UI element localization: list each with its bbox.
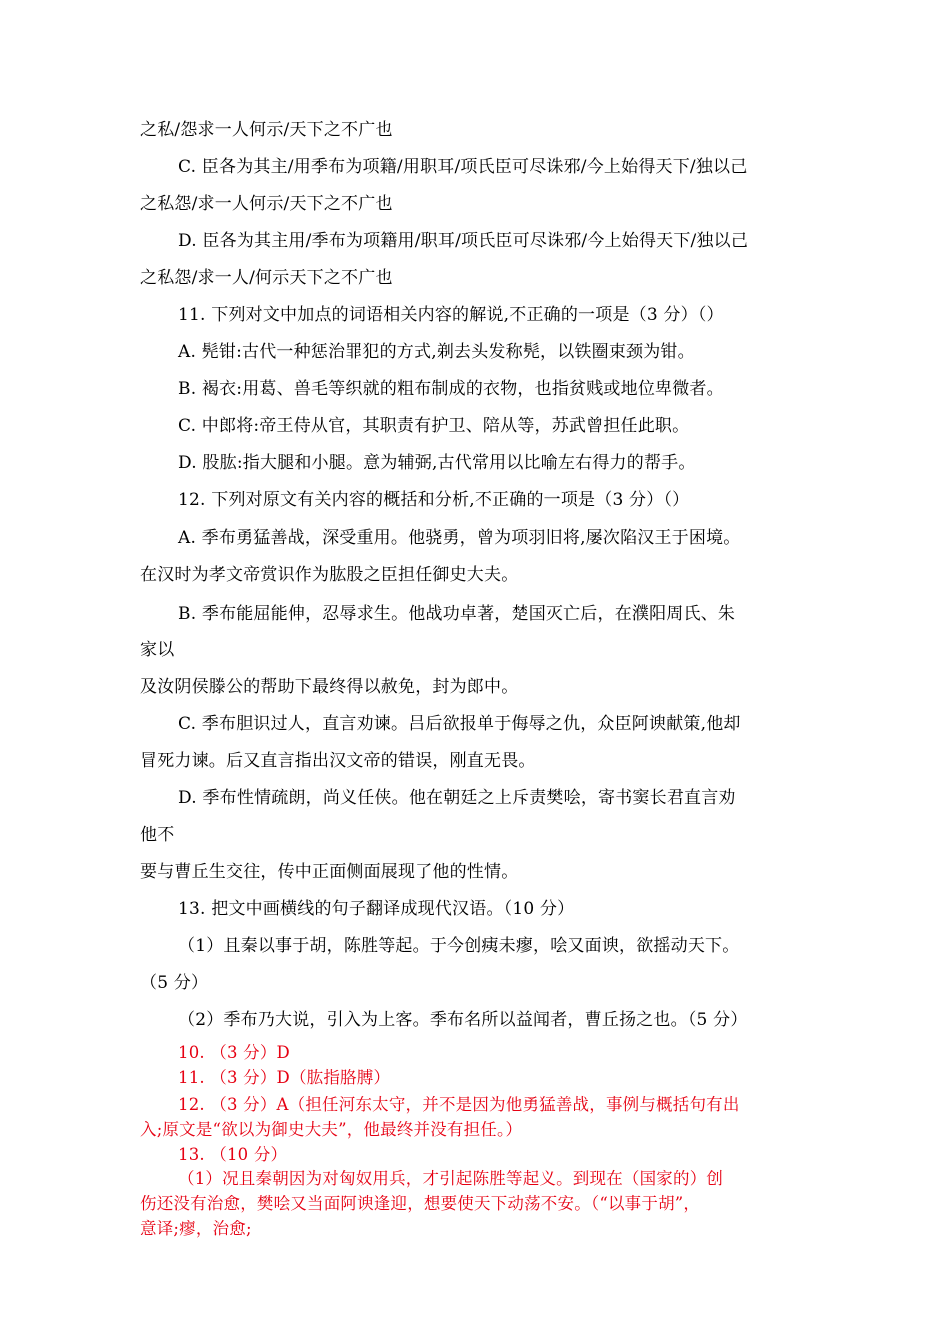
option-d-line: D. 臣各为其主用/季布为项籍用/职耳/项氏臣可尽诛邪/今上始得天下/独以己 [178, 231, 749, 251]
question-line: 之私怨/求一人何示/天下之不广也 [140, 194, 393, 214]
answer-13: 13. （10 分） [178, 1145, 288, 1164]
option-line: C. 季布胆识过人，直言劝谏。吕后欲报单于侮辱之仇，众臣阿谀献策,他却 [178, 714, 741, 734]
option-line: A. 季布勇猛善战，深受重用。他骁勇，曾为项羽旧将,屡次陷汉王于困境。 [178, 528, 741, 548]
option-line: 要与曹丘生交往，传中正面侧面展现了他的性情。 [140, 862, 519, 882]
option-line: 冒死力谏。后又直言指出汉文帝的错误，刚直无畏。 [140, 751, 536, 771]
question-12-stem: 12. 下列对原文有关内容的概括和分析,不正确的一项是（3 分）（） [178, 490, 690, 510]
answer-13-part-1-continued: 伤还没有治愈，樊哙又当面阿谀逢迎，想要使天下动荡不安。（“以事于胡”， [140, 1194, 701, 1213]
option-line: B. 季布能屈能伸，忍辱求生。他战功卓著，楚国灭亡后，在濮阳周氏、朱 [178, 604, 736, 624]
option-line: 及汝阴侯滕公的帮助下最终得以赦免，封为郎中。 [140, 677, 519, 697]
option-line: 家以 [140, 640, 175, 660]
answer-13-part-1: （1）况且秦朝因为对匈奴用兵，才引起陈胜等起义。到现在（国家的）创 [178, 1169, 724, 1188]
option-c-line: C. 臣各为其主/用季布为项籍/用职耳/项氏臣可尽诛邪/今上始得天下/独以己 [178, 157, 748, 177]
option-line: C. 中郎将:帝王侍从官，其职责有护卫、陪从等，苏武曾担任此职。 [178, 416, 690, 436]
option-line: 在汉时为孝文帝赏识作为肱股之臣担任御史大夫。 [140, 565, 519, 585]
option-line: B. 褐衣:用葛、兽毛等织就的粗布制成的衣物，也指贫贱或地位卑微者。 [178, 379, 724, 399]
answer-10: 10. （3 分）D [178, 1043, 290, 1062]
question-line: 之私/怨求一人何示/天下之不广也 [140, 120, 393, 140]
option-line: D. 股肱:指大腿和小腿。意为辅弼,古代常用以比喻左右得力的帮手。 [178, 453, 696, 473]
answer-13-part-1-continued: 意译;瘳，治愈; [140, 1219, 252, 1238]
answer-11: 11. （3 分）D（肱指胳膊） [178, 1068, 391, 1087]
answer-12: 12. （3 分）A（担任河东太守，并不是因为他勇猛善战，事例与概括句有出 [178, 1095, 740, 1114]
answer-12-continued: 入;原文是“欲以为御史大夫”，他最终并没有担任。） [140, 1120, 523, 1139]
translation-item-2: （2）季布乃大说，引入为上客。季布名所以益闻者，曹丘扬之也。（5 分） [178, 1010, 748, 1030]
question-line: 之私怨/求一人/何示天下之不广也 [140, 268, 393, 288]
translation-item-1: （1）且秦以事于胡，陈胜等起。于今创痍未瘳，哙又面谀，欲摇动天下。 [178, 936, 740, 956]
option-line: A. 髡钳:古代一种惩治罪犯的方式,剃去头发称髡，以铁圈束颈为钳。 [178, 342, 695, 362]
translation-item-1-score: （5 分） [140, 973, 209, 993]
option-line: 他不 [140, 825, 175, 845]
option-line: D. 季布性情疏朗，尚义任侠。他在朝廷之上斥责樊哙，寄书窦长君直言劝 [178, 788, 736, 808]
question-13-stem: 13. 把文中画横线的句子翻译成现代汉语。（10 分） [178, 899, 575, 919]
question-11-stem: 11. 下列对文中加点的词语相关内容的解说,不正确的一项是（3 分）（） [178, 305, 724, 325]
